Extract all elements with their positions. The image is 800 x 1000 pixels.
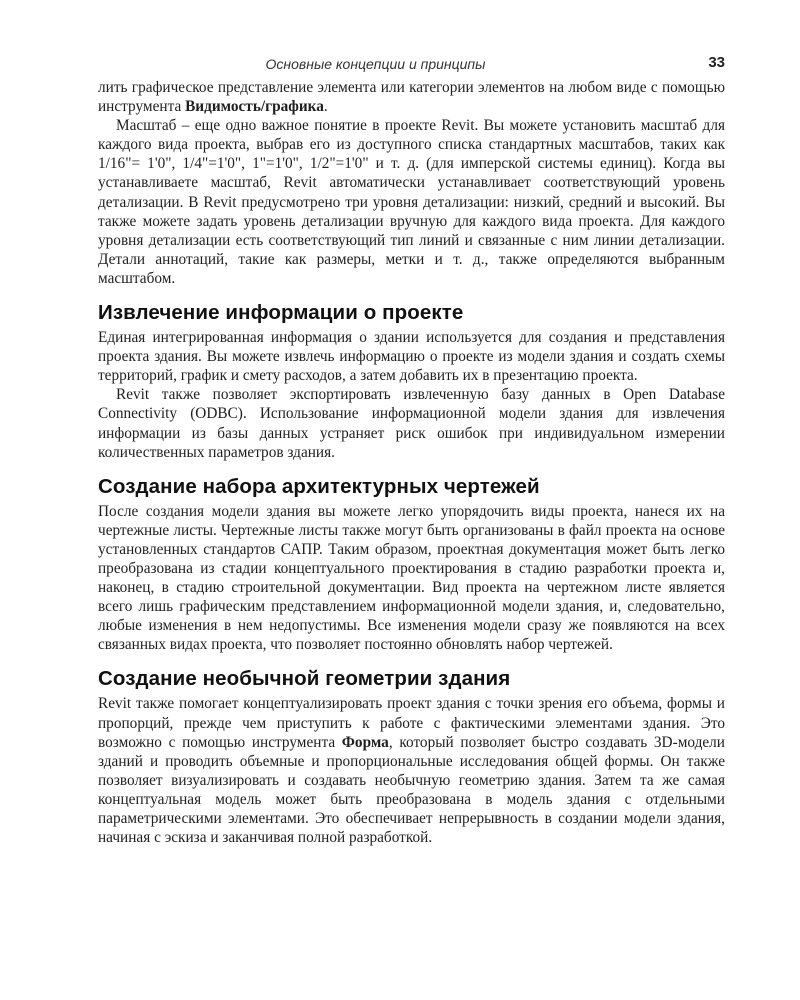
section-heading: Создание набора архитектурных чертежей — [98, 474, 540, 498]
paragraph: Revit также позволяет экспортировать извлеченную базу данных в Open Database Connectivity (ODBC). Использование информационной модели здания для извлечения информации из базы данных устраняет риск ошибок при индивидуальном измерении количественных параметров здания. — [98, 386, 725, 461]
paragraph-text: Revit также помогает концептуализировать проект здания с точки зрения его объема, формы и пропорций, прежде чем приступить к работе с фактическими элементами здания. Это возможно с помощью инструмента — [98, 695, 725, 751]
paragraph: Единая интегрированная информация о здании используется для создания и представления проекта здания. Вы можете извлечь информацию о проекте из модели здания и создать схемы территорий, график и смету расходов, а затем добавить их в презентацию проекта. — [98, 329, 725, 385]
paragraph: Масштаб – еще одно важное понятие в проекте Revit. Вы можете установить масштаб для каждого вида проекта, выбрав его из доступного списка стандартных масштабов, таких как 1/16"= 1'0", 1/4"=1'0", 1"=1'0", 1/2"=1'0" и т. д. (для имперской системы единиц). Когда вы устанавливаете масштаб, Revit автоматически устанавливает соответствующий уровень детализации. В Revit предусмотрено три уровня детализации: низкий, средний и высокий. Вы также можете задать уровень детализации вручную для каждого вида проекта. Для каждого уровня детализации есть соответствующий тип линий и связанные с ним линии детализации. Детали аннотаций, такие как размеры, метки и т. д., также определяются выбранным масштабом. — [98, 117, 725, 287]
page-number: 33 — [708, 54, 725, 71]
section-heading: Извлечение информации о проекте — [98, 301, 464, 325]
paragraph-text: , который позволяет быстро создавать 3D-модели зданий и проводить объемные и пропорциональные исследования общей формы. Он также позволяет визуализировать и создавать необычную геометрию здания. Затем та же самая концептуальная модель может быть преобразована в модель здания с отдельными параметрическими элементами. Это обеспечивает непрерывность в создании модели здания, начиная с эскиза и заканчивая полной разработкой. — [98, 733, 725, 847]
section-heading: Создание необычной геометрии здания — [98, 667, 511, 691]
paragraph-text: . — [323, 98, 328, 116]
tool-name: Видимость/графика — [185, 98, 324, 116]
running-head: Основные концепции и принципы — [265, 56, 486, 72]
paragraph — [98, 694, 725, 847]
paragraph: После создания модели здания вы можете легко упорядочить виды проекта, нанеся их на чертежные листы. Чертежные листы также могут быть организованы в файл проекта на основе установленных стандартов САПР. Таким образом, проектная документация может быть легко преобразована из стадии концептуального проектирования в стадию разработки проекта и, наконец, в стадию строительной документации. Вид проекта на чертежном листе является всего лишь графическим представлением информационной модели здания, и, следовательно, любые изменения в нем недопустимы. Все изменения модели сразу же появляются на всех связанных видах проекта, что позволяет постоянно обновлять набор чертежей. — [98, 502, 725, 654]
paragraph — [98, 78, 725, 116]
page-body — [98, 78, 725, 847]
book-page — [98, 52, 725, 847]
paragraph-text: лить графическое представление элемента или категории элементов на любом виде с помощью инструмента — [98, 79, 725, 116]
tool-name: Форма — [341, 733, 389, 751]
page-header — [98, 52, 725, 78]
